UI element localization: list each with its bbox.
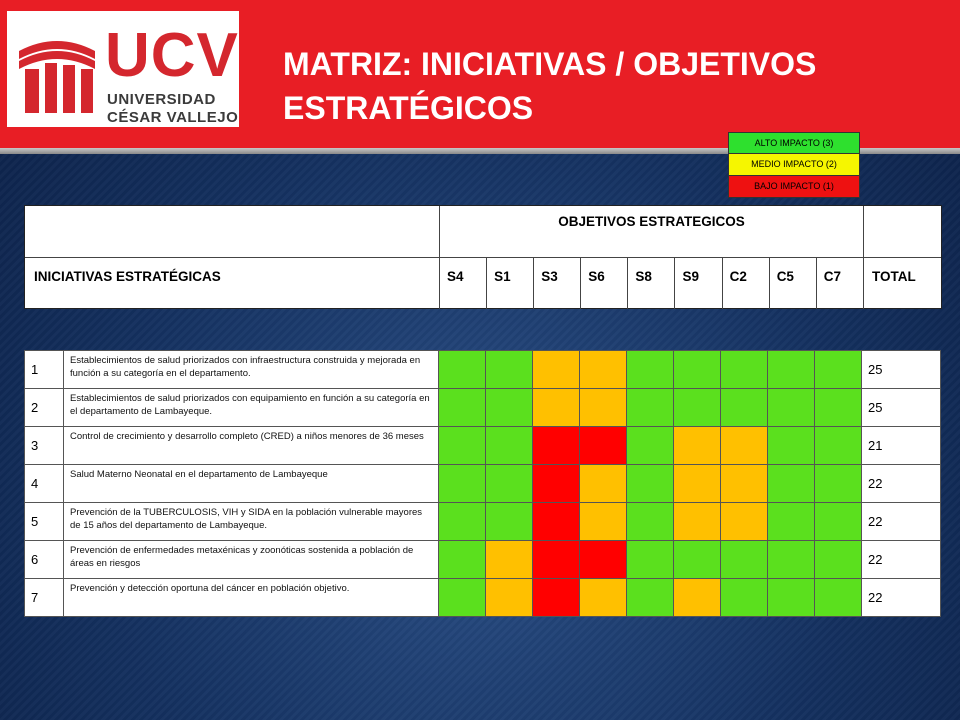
ucv-logo — [7, 11, 239, 127]
impact-cell — [439, 579, 486, 617]
matrix-header-table — [24, 205, 942, 309]
impact-cell — [815, 579, 862, 617]
impact-cell — [674, 503, 721, 541]
impact-cell — [439, 427, 486, 465]
row-number: 4 — [25, 465, 64, 503]
legend-item-high: ALTO IMPACTO (3) — [728, 132, 860, 154]
impact-legend — [728, 132, 860, 198]
row-total: 25 — [862, 351, 941, 389]
impact-cell — [674, 579, 721, 617]
table-row — [25, 579, 941, 617]
impact-cell — [768, 465, 815, 503]
impact-cell — [439, 503, 486, 541]
impact-cell — [815, 465, 862, 503]
table-row — [25, 503, 941, 541]
column-header: S9 — [676, 258, 723, 309]
header-banner — [0, 0, 960, 148]
initiative-description: Establecimientos de salud priorizados con equipamiento en función a su categoría en el departamento de Lambayeque. — [64, 389, 439, 427]
impact-cell — [768, 351, 815, 389]
initiative-description: Control de crecimiento y desarrollo completo (CRED) a niños menores de 36 meses — [64, 427, 439, 465]
impact-cell — [815, 503, 862, 541]
row-number: 2 — [25, 389, 64, 427]
impact-cell — [627, 389, 674, 427]
group-header: OBJETIVOS ESTRATEGICOS — [440, 206, 864, 258]
table-row — [25, 427, 941, 465]
row-total: 22 — [862, 579, 941, 617]
initiative-description: Salud Materno Neonatal en el departamento de Lambayeque — [64, 465, 439, 503]
column-header: C5 — [770, 258, 817, 309]
impact-cell — [721, 579, 768, 617]
impact-cell — [533, 579, 580, 617]
impact-cell — [674, 465, 721, 503]
impact-cell — [815, 541, 862, 579]
impact-cell — [580, 465, 627, 503]
impact-cell — [533, 503, 580, 541]
logo-line-2: CÉSAR VALLEJO — [107, 109, 239, 126]
column-header: S8 — [628, 258, 675, 309]
ucv-emblem-icon — [15, 25, 99, 117]
row-total: 25 — [862, 389, 941, 427]
impact-cell — [721, 389, 768, 427]
table-row — [25, 541, 941, 579]
impact-cell — [580, 541, 627, 579]
row-total: 22 — [862, 465, 941, 503]
impact-cell — [439, 389, 486, 427]
impact-cell — [439, 351, 486, 389]
impact-cell — [533, 541, 580, 579]
impact-cell — [674, 389, 721, 427]
impact-cell — [815, 351, 862, 389]
impact-cell — [815, 389, 862, 427]
impact-cell — [721, 351, 768, 389]
initiative-description: Prevención de enfermedades metaxénicas y zoonóticas sostenida a población de áreas en riesgos — [64, 541, 439, 579]
row-number: 6 — [25, 541, 64, 579]
impact-cell — [486, 579, 533, 617]
impact-cell — [627, 541, 674, 579]
impact-cell — [627, 503, 674, 541]
impact-cell — [439, 541, 486, 579]
impact-cell — [815, 427, 862, 465]
impact-cell — [721, 541, 768, 579]
header-total-corner — [864, 206, 941, 258]
impact-cell — [768, 579, 815, 617]
impact-cell — [674, 541, 721, 579]
impact-cell — [580, 579, 627, 617]
table-row — [25, 351, 941, 389]
initiative-description: Prevención de la TUBERCULOSIS, VIH y SIDA en la población vulnerable mayores de 15 años del departamento de Lambayeque. — [64, 503, 439, 541]
impact-cell — [768, 541, 815, 579]
column-header: S4 — [440, 258, 487, 309]
impact-cell — [721, 465, 768, 503]
row-header: INICIATIVAS ESTRATÉGICAS — [25, 258, 440, 309]
impact-cell — [768, 389, 815, 427]
total-header: TOTAL — [872, 269, 916, 284]
initiative-description: Prevención y detección oportuna del cáncer en población objetivo. — [64, 579, 439, 617]
impact-cell — [486, 541, 533, 579]
column-header: S6 — [581, 258, 628, 309]
impact-cell — [533, 389, 580, 427]
row-total: 21 — [862, 427, 941, 465]
impact-cell — [580, 351, 627, 389]
impact-cell — [439, 465, 486, 503]
matrix-body-table — [24, 350, 941, 617]
column-header: C7 — [817, 258, 864, 309]
impact-cell — [721, 503, 768, 541]
impact-cell — [486, 465, 533, 503]
impact-cell — [533, 351, 580, 389]
table-row — [25, 389, 941, 427]
impact-cell — [721, 427, 768, 465]
row-number: 3 — [25, 427, 64, 465]
impact-cell — [627, 465, 674, 503]
impact-cell — [627, 579, 674, 617]
legend-item-medium: MEDIO IMPACTO (2) — [728, 154, 860, 176]
impact-cell — [674, 427, 721, 465]
initiative-description: Establecimientos de salud priorizados con infraestructura construida y mejorada en función a su categoría en el departamento. — [64, 351, 439, 389]
column-header: S1 — [487, 258, 534, 309]
row-number: 1 — [25, 351, 64, 389]
table-row — [25, 465, 941, 503]
legend-item-low: BAJO IMPACTO (1) — [728, 176, 860, 198]
row-total: 22 — [862, 541, 941, 579]
column-header: C2 — [723, 258, 770, 309]
impact-cell — [486, 503, 533, 541]
header-corner — [25, 206, 440, 258]
impact-cell — [533, 427, 580, 465]
impact-cell — [627, 351, 674, 389]
impact-cell — [768, 427, 815, 465]
row-number: 7 — [25, 579, 64, 617]
logo-line-1: UNIVERSIDAD — [107, 91, 216, 108]
impact-cell — [674, 351, 721, 389]
impact-cell — [486, 427, 533, 465]
slide-title: MATRIZ: INICIATIVAS / OBJETIVOS ESTRATÉGICOS — [283, 46, 817, 126]
impact-cell — [768, 503, 815, 541]
row-number: 5 — [25, 503, 64, 541]
impact-cell — [486, 351, 533, 389]
impact-cell — [580, 389, 627, 427]
impact-cell — [627, 427, 674, 465]
column-header: S3 — [534, 258, 581, 309]
impact-cell — [580, 427, 627, 465]
row-total: 22 — [862, 503, 941, 541]
impact-cell — [486, 389, 533, 427]
impact-cell — [533, 465, 580, 503]
logo-brand: UCV — [105, 21, 239, 90]
impact-cell — [580, 503, 627, 541]
